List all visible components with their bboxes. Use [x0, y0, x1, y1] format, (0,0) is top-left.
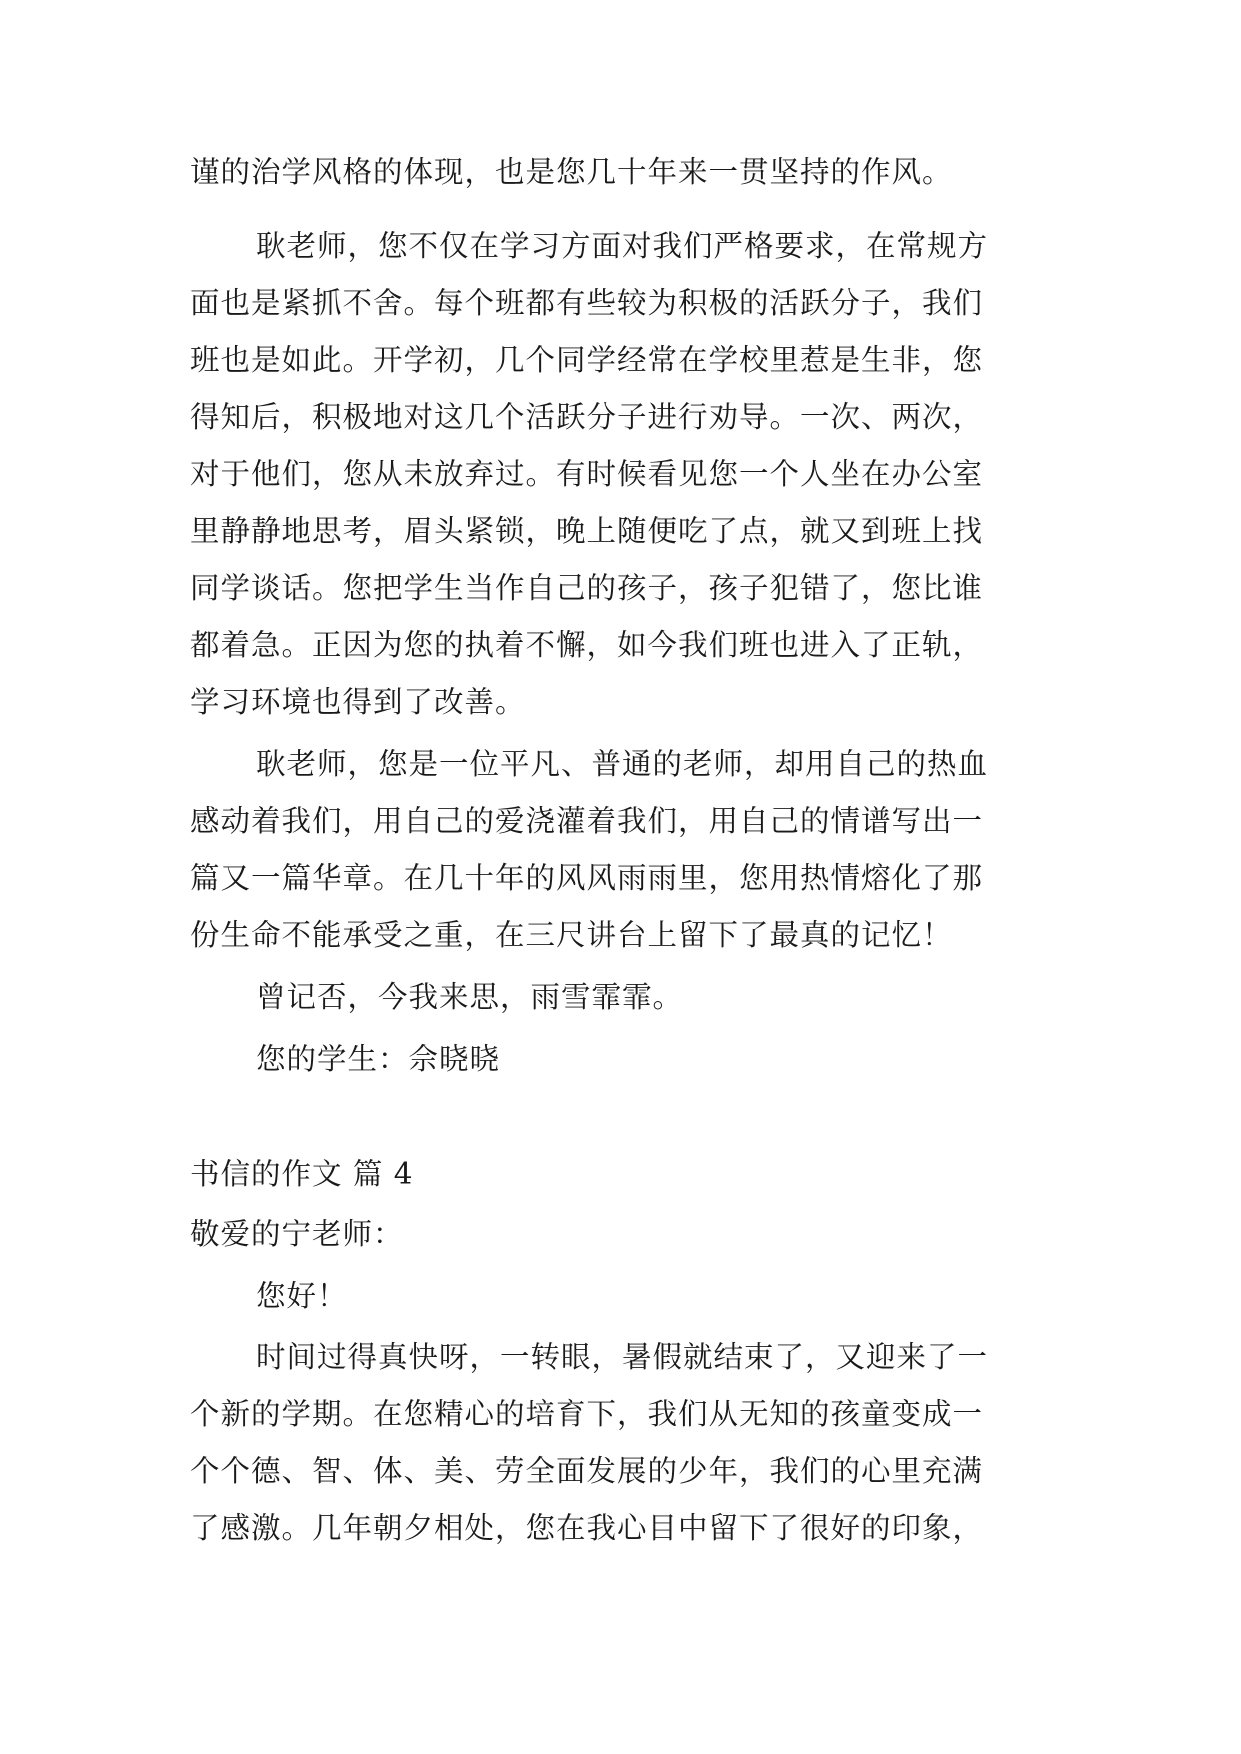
text-line: 时间过得真快呀，一转眼，暑假就结束了，又迎来了一 — [256, 1340, 989, 1374]
salutation: 敬爱的宁老师： — [190, 1217, 404, 1251]
text-line: 份生命不能承受之重，在三尺讲台上留下了最真的记忆！ — [190, 918, 953, 952]
text-line: 面也是紧抓不舍。每个班都有些较为积极的活跃分子，我们 — [190, 286, 984, 320]
text-line: 曾记否，今我来思，雨雪霏霏。 — [256, 980, 684, 1014]
text-line: 了感激。几年朝夕相处，您在我心目中留下了很好的印象， — [190, 1511, 984, 1545]
text-line: 篇又一篇华章。在几十年的风风雨雨里，您用热情熔化了那 — [190, 861, 984, 895]
text-line: 班也是如此。开学初，几个同学经常在学校里惹是生非，您 — [190, 343, 984, 377]
text-line: 个个德、智、体、美、劳全面发展的少年，我们的心里充满 — [190, 1454, 984, 1488]
text-line: 得知后，积极地对这几个活跃分子进行劝导。一次、两次， — [190, 400, 984, 434]
text-line: 学习环境也得到了改善。 — [190, 685, 526, 719]
signature-line: 您的学生：佘晓晓 — [256, 1042, 501, 1076]
text-line: 同学谈话。您把学生当作自己的孩子，孩子犯错了，您比谁 — [190, 571, 984, 605]
section-heading: 书信的作文 篇 4 — [190, 1157, 414, 1191]
text-line: 对于他们，您从未放弃过。有时候看见您一个人坐在办公室 — [190, 457, 984, 491]
greeting: 您好！ — [256, 1279, 348, 1313]
text-line: 耿老师，您不仅在学习方面对我们严格要求，在常规方 — [256, 229, 989, 263]
text-line: 耿老师，您是一位平凡、普通的老师，却用自己的热血 — [256, 747, 989, 781]
text-line: 个新的学期。在您精心的培育下，我们从无知的孩童变成一 — [190, 1397, 984, 1431]
text-line: 感动着我们，用自己的爱浇灌着我们，用自己的情谱写出一 — [190, 804, 984, 838]
text-line: 里静静地思考，眉头紧锁，晚上随便吃了点，就又到班上找 — [190, 514, 984, 548]
text-line: 谨的治学风格的体现，也是您几十年来一贯坚持的作风。 — [190, 155, 953, 189]
text-line: 都着急。正因为您的执着不懈，如今我们班也进入了正轨， — [190, 628, 984, 662]
